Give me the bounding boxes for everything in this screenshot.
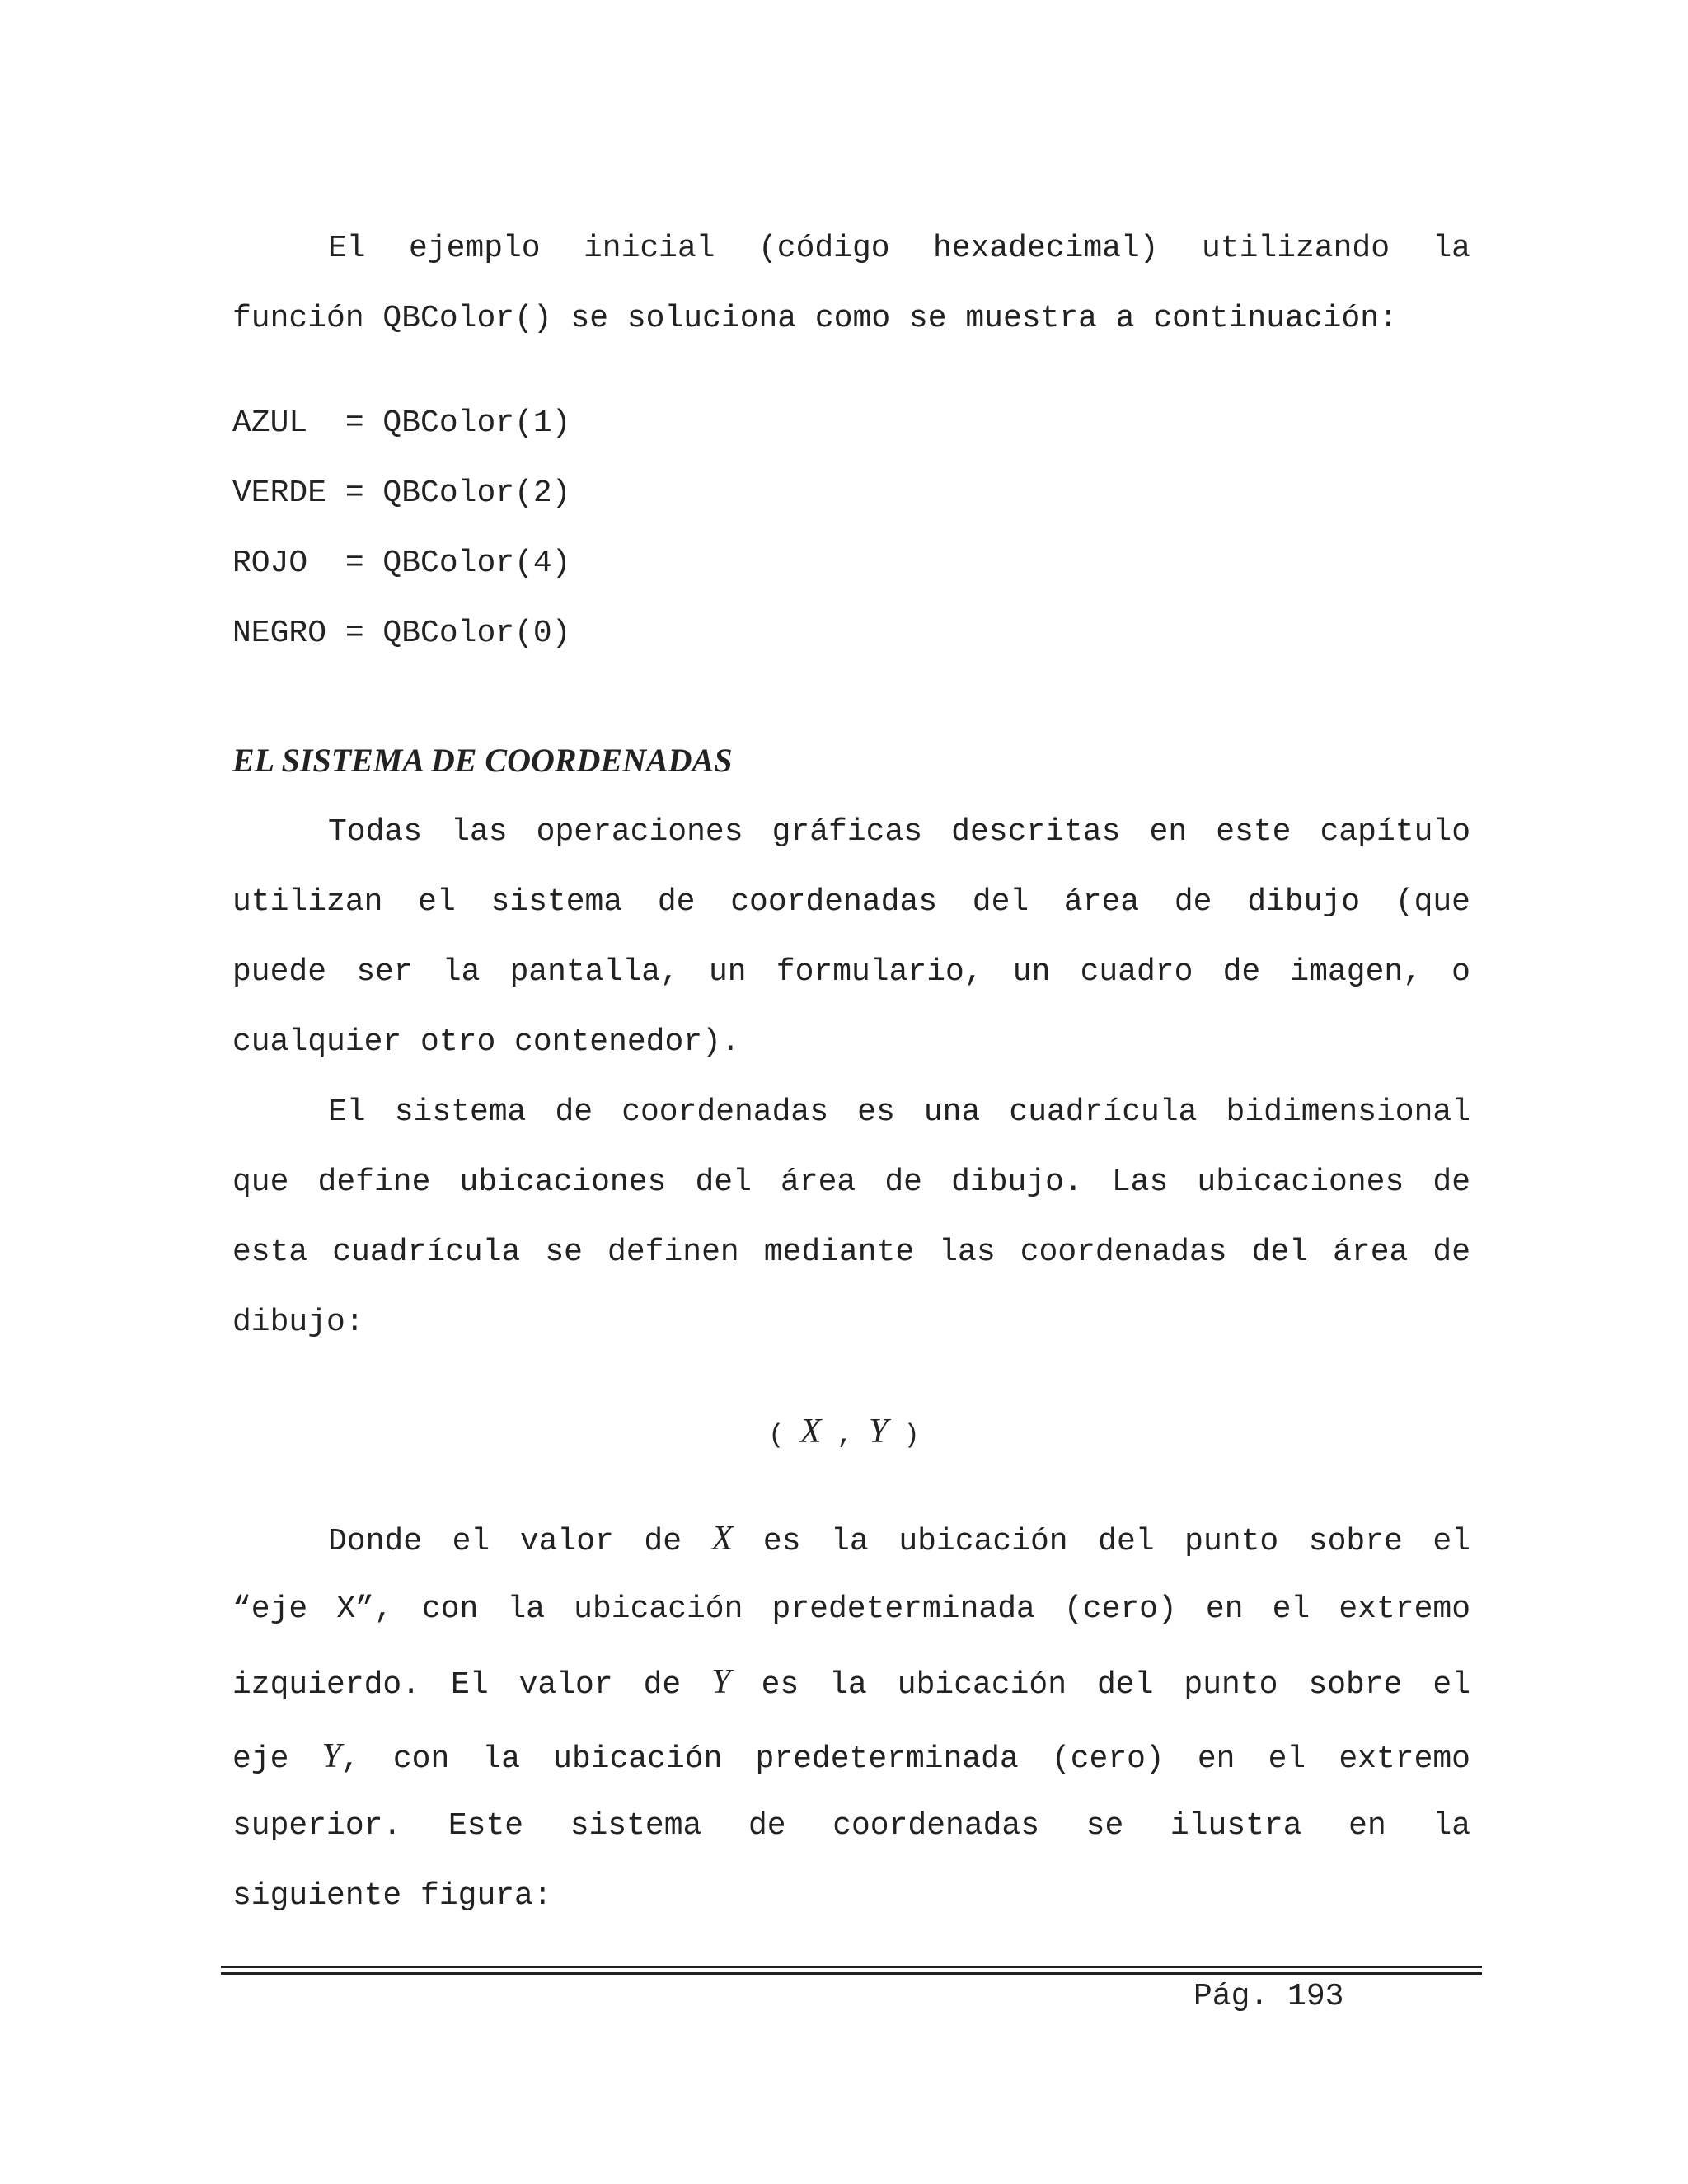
p3-line-3-a: izquierdo. El valor de [232,1667,682,1703]
p2-line-1: El sistema de coordenadas es una cuadrícula bidimensional [328,1094,1470,1130]
code-line-verde: VERDE = QBColor(2) [232,476,571,511]
p3-var-y: Y [711,1663,731,1701]
formula-comma: , [837,1420,853,1451]
intro-line-2: función QBColor() se soluciona como se muestra a continuación: [232,301,1398,336]
p3-var-y-2: Y [321,1737,341,1775]
p3-line-4 [232,1737,1470,1775]
page-number: Pág. 193 [1193,1979,1344,2014]
p3-line-1-b: es la ubicación del punto sobre el [762,1524,1471,1559]
p3-var-x: X [711,1520,734,1558]
p3-line-5: superior. Este sistema de coordenadas se ilustra en la [232,1808,1470,1844]
p1-line-2: utilizan el sistema de coordenadas del área de dibujo (que [232,884,1470,920]
formula-close-paren: ) [903,1420,920,1451]
p3-line-3-b: es la ubicación del punto sobre el [761,1667,1471,1703]
p2-line-2: que define ubicaciones del área de dibujo. Las ubicaciones de [232,1165,1470,1200]
p1-line-1: Todas las operaciones gráficas descritas en este capítulo [328,814,1470,850]
p3-line-4-a: eje [232,1741,289,1777]
code-line-negro: NEGRO = QBColor(0) [232,616,571,651]
p3-line-4-b: , con la ubicación predeterminada (cero) en el extremo [340,1741,1470,1777]
p3-line-6: siguiente figura: [232,1878,552,1914]
p3-line-1 [328,1520,1470,1558]
p3-line-3 [232,1663,1470,1701]
coordinate-formula [0,1411,1688,1456]
intro-line-1: El ejemplo inicial (código hexadecimal) utilizando la [328,231,1470,266]
p3-line-2: “eje X”, con la ubicación predeterminada (cero) en el extremo [232,1591,1470,1627]
formula-x: X [799,1413,822,1451]
p1-line-3: puede ser la pantalla, un formulario, un cuadro de imagen, o [232,954,1470,990]
p2-line-3: esta cuadrícula se definen mediante las coordenadas del área de [232,1235,1470,1270]
p2-line-4: dibujo: [232,1305,364,1340]
code-line-azul: AZUL = QBColor(1) [232,405,571,441]
code-line-rojo: ROJO = QBColor(4) [232,546,571,581]
footer-rule-top [221,1966,1482,1968]
p1-line-4: cualquier otro contenedor). [232,1024,740,1060]
footer-rule-bottom [221,1972,1482,1975]
formula-y: Y [868,1413,889,1451]
formula-open-paren: ( [768,1420,785,1451]
section-heading: EL SISTEMA DE COORDENADAS [232,742,733,779]
p3-line-1-a: Donde el valor de [328,1524,682,1559]
